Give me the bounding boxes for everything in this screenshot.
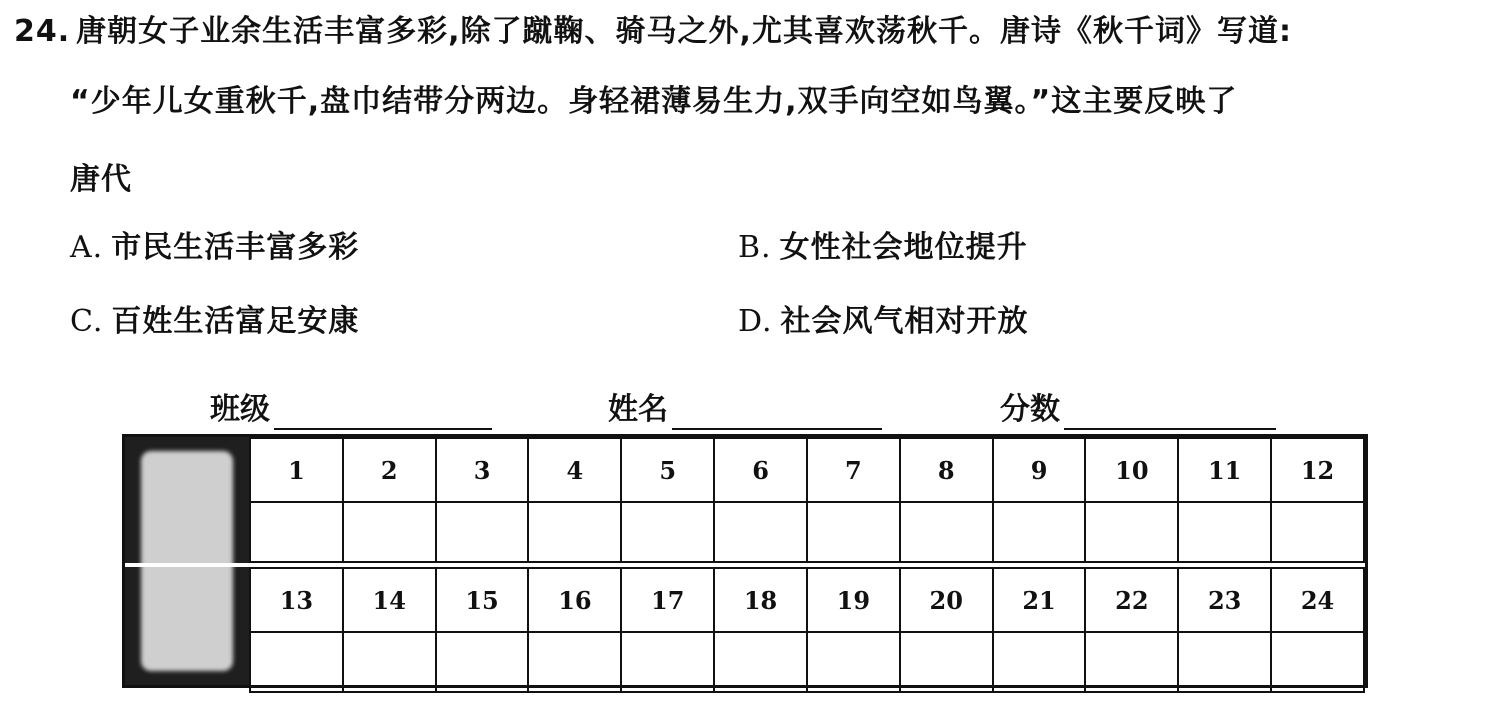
answer-row-2 xyxy=(250,632,1364,692)
question-line-3: 唐代 xyxy=(70,162,132,197)
class-field[interactable] xyxy=(210,390,492,430)
header-stamp xyxy=(125,437,249,685)
name-label: 姓名 xyxy=(608,392,668,427)
question-number-cell: 14 xyxy=(343,568,436,632)
score-blank[interactable] xyxy=(1064,394,1276,430)
option-a-letter: A. xyxy=(70,230,104,265)
question-number-cell: 16 xyxy=(528,568,621,632)
question-number-cell: 23 xyxy=(1178,568,1271,632)
stamp-divider xyxy=(125,563,249,567)
option-d[interactable] xyxy=(738,302,1029,342)
answer-cell[interactable] xyxy=(250,502,343,562)
question-number-cell: 5 xyxy=(621,438,714,502)
question-line-2: “少年儿女重秋千,盘巾结带分两边。身轻裙薄易生力,双手向空如鸟翼。”这主要反映了 xyxy=(70,84,1238,119)
name-blank[interactable] xyxy=(672,394,882,430)
question-number-cell: 22 xyxy=(1085,568,1178,632)
answer-row-1 xyxy=(250,502,1364,562)
answer-cell[interactable] xyxy=(621,502,714,562)
answer-cell[interactable] xyxy=(900,632,993,692)
answer-cell[interactable] xyxy=(621,632,714,692)
question-number-cell: 10 xyxy=(1085,438,1178,502)
question-text-1: 唐朝女子业余生活丰富多彩,除了蹴鞠、骑马之外,尤其喜欢荡秋千。唐诗《秋千词》写道: xyxy=(76,14,1292,49)
answer-cell[interactable] xyxy=(1178,502,1271,562)
number-row-1 xyxy=(250,438,1364,502)
answer-cell[interactable] xyxy=(343,502,436,562)
answer-cell[interactable] xyxy=(436,502,529,562)
answer-cell[interactable] xyxy=(528,502,621,562)
question-number-cell: 12 xyxy=(1271,438,1364,502)
option-c-text: 百姓生活富足安康 xyxy=(111,304,360,339)
score-field[interactable] xyxy=(1000,390,1276,430)
question-line-1 xyxy=(14,12,1292,52)
option-c[interactable] xyxy=(70,302,359,342)
answer-cell[interactable] xyxy=(1085,632,1178,692)
answer-cell[interactable] xyxy=(1271,632,1364,692)
number-row-2 xyxy=(250,568,1364,632)
answer-cell[interactable] xyxy=(1178,632,1271,692)
answer-cell[interactable] xyxy=(528,632,621,692)
answer-cell[interactable] xyxy=(714,632,807,692)
question-number-cell: 20 xyxy=(900,568,993,632)
option-d-letter: D. xyxy=(738,304,773,339)
answer-cell[interactable] xyxy=(1271,502,1364,562)
option-d-text: 社会风气相对开放 xyxy=(780,304,1029,339)
option-b[interactable] xyxy=(738,228,1028,268)
question-number-cell: 7 xyxy=(807,438,900,502)
question-number-cell: 9 xyxy=(993,438,1086,502)
question-number-cell: 19 xyxy=(807,568,900,632)
option-b-letter: B. xyxy=(738,230,772,265)
question-number-cell: 17 xyxy=(621,568,714,632)
option-b-text: 女性社会地位提升 xyxy=(779,230,1028,265)
question-number-cell: 8 xyxy=(900,438,993,502)
answer-cell[interactable] xyxy=(807,632,900,692)
question-number-cell: 15 xyxy=(436,568,529,632)
score-label: 分数 xyxy=(1000,392,1060,427)
answer-cell[interactable] xyxy=(343,632,436,692)
class-label: 班级 xyxy=(210,392,270,427)
answer-cell[interactable] xyxy=(993,502,1086,562)
name-field[interactable] xyxy=(608,390,882,430)
answer-cell[interactable] xyxy=(807,502,900,562)
answer-grid xyxy=(249,437,1365,693)
answer-cell[interactable] xyxy=(250,632,343,692)
question-number-cell: 1 xyxy=(250,438,343,502)
answer-cell[interactable] xyxy=(436,632,529,692)
class-blank[interactable] xyxy=(274,394,492,430)
question-number-cell: 11 xyxy=(1178,438,1271,502)
option-a[interactable] xyxy=(70,228,359,268)
question-number-cell: 24 xyxy=(1271,568,1364,632)
question-number-cell: 18 xyxy=(714,568,807,632)
answer-cell[interactable] xyxy=(900,502,993,562)
stamp-smudge xyxy=(141,451,233,671)
question-number-cell: 3 xyxy=(436,438,529,502)
answer-sheet xyxy=(122,434,1368,688)
answer-cell[interactable] xyxy=(993,632,1086,692)
question-number-cell: 21 xyxy=(993,568,1086,632)
question-number-cell: 6 xyxy=(714,438,807,502)
question-number-cell: 4 xyxy=(528,438,621,502)
answer-cell[interactable] xyxy=(1085,502,1178,562)
question-number-cell: 13 xyxy=(250,568,343,632)
question-number-cell: 2 xyxy=(343,438,436,502)
option-a-text: 市民生活丰富多彩 xyxy=(111,230,360,265)
question-number: 24. xyxy=(14,14,71,49)
answer-cell[interactable] xyxy=(714,502,807,562)
option-c-letter: C. xyxy=(70,304,104,339)
